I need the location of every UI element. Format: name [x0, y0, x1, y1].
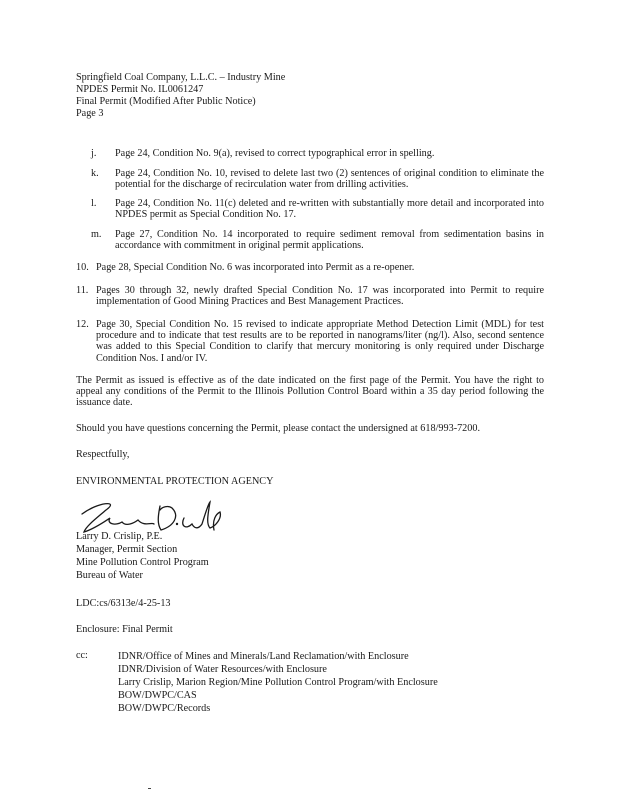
list-item	[91, 229, 544, 253]
signer-program: Mine Pollution Control Program	[76, 557, 209, 568]
agency-name: ENVIRONMENTAL PROTECTION AGENCY	[76, 476, 274, 487]
closing-text: Respectfully,	[76, 449, 130, 460]
cc-entry: BOW/DWPC/CAS	[118, 690, 197, 701]
list-item-text: Page 24, Condition No. 10, revised to delete last two (2) sentences of original condition to eliminate the potential for the discharge of recirculation water from drilling activities.	[115, 168, 544, 191]
questions-paragraph: Should you have questions concerning the Permit, please contact the undersigned at 618/993-7200.	[76, 423, 481, 434]
list-item-text: Page 27, Condition No. 14 incorporated to require sediment removal from sedimentation basins in accordance with commitment in original permit applications.	[115, 229, 544, 252]
scan-mark	[148, 788, 151, 789]
cc-list	[118, 650, 438, 715]
cc-entry: BOW/DWPC/Records	[118, 703, 211, 714]
signature	[76, 496, 226, 536]
list-item	[91, 168, 544, 192]
header-company: Springfield Coal Company, L.L.C. – Industry Mine	[76, 72, 286, 83]
list-item-label: k.	[91, 168, 99, 179]
list-item-label: m.	[91, 229, 102, 240]
effective-paragraph: The Permit as issued is effective as of the date indicated on the first page of the Permit. You have the right to appeal any conditions of the Permit to the Illinois Pollution Control Board within a 35 day period following the issuance date.	[76, 375, 544, 409]
numbered-item	[76, 319, 544, 364]
header-page-number: Page 3	[76, 108, 104, 119]
cc-entry: Larry Crislip, Marion Region/Mine Pollution Control Program/with Enclosure	[118, 677, 438, 688]
signer-name: Larry D. Crislip, P.E.	[76, 531, 163, 542]
list-item	[91, 198, 544, 222]
list-item-text: Page 24, Condition No. 11(c) deleted and re-written with substantially more detail and incorporated into NPDES permit as Special Condition No. 17.	[115, 198, 544, 221]
signer-bureau: Bureau of Water	[76, 570, 143, 581]
numbered-item-label: 10.	[76, 262, 89, 273]
cc-entry: IDNR/Division of Water Resources/with Enclosure	[118, 664, 327, 675]
signer-title: Manager, Permit Section	[76, 544, 178, 555]
list-item-label: l.	[91, 198, 97, 209]
header-permit-status: Final Permit (Modified After Public Notice)	[76, 96, 256, 107]
cc-label: cc:	[76, 650, 88, 661]
list-item-text: Page 24, Condition No. 9(a), revised to correct typographical error in spelling.	[115, 148, 435, 159]
numbered-item-text: Page 30, Special Condition No. 15 revised to indicate appropriate Method Detection Limit (MDL) for test procedure and to indicate that test results are to be reported in nanograms/liter (ng/l). Also, second sentence was added to this Special Condition to clarify that mercury monitoring is only required under Discharge Condition Nos. I and/or IV.	[96, 319, 544, 364]
enclosure-line: Enclosure: Final Permit	[76, 624, 173, 635]
numbered-item	[76, 262, 544, 274]
reference-code: LDC:cs/6313e/4-25-13	[76, 598, 171, 609]
numbered-item	[76, 285, 544, 309]
list-item	[91, 148, 544, 160]
list-item-label: j.	[91, 148, 97, 159]
numbered-item-text: Pages 30 through 32, newly drafted Special Condition No. 17 was incorporated into Permit to require implementation of Good Mining Practices and Best Management Practices.	[96, 285, 544, 308]
numbered-item-label: 12.	[76, 319, 89, 330]
header-permit-number: NPDES Permit No. IL0061247	[76, 84, 204, 95]
cc-entry: IDNR/Office of Mines and Minerals/Land Reclamation/with Enclosure	[118, 651, 409, 662]
numbered-item-label: 11.	[76, 285, 89, 296]
numbered-item-text: Page 28, Special Condition No. 6 was incorporated into Permit as a re-opener.	[96, 262, 415, 273]
